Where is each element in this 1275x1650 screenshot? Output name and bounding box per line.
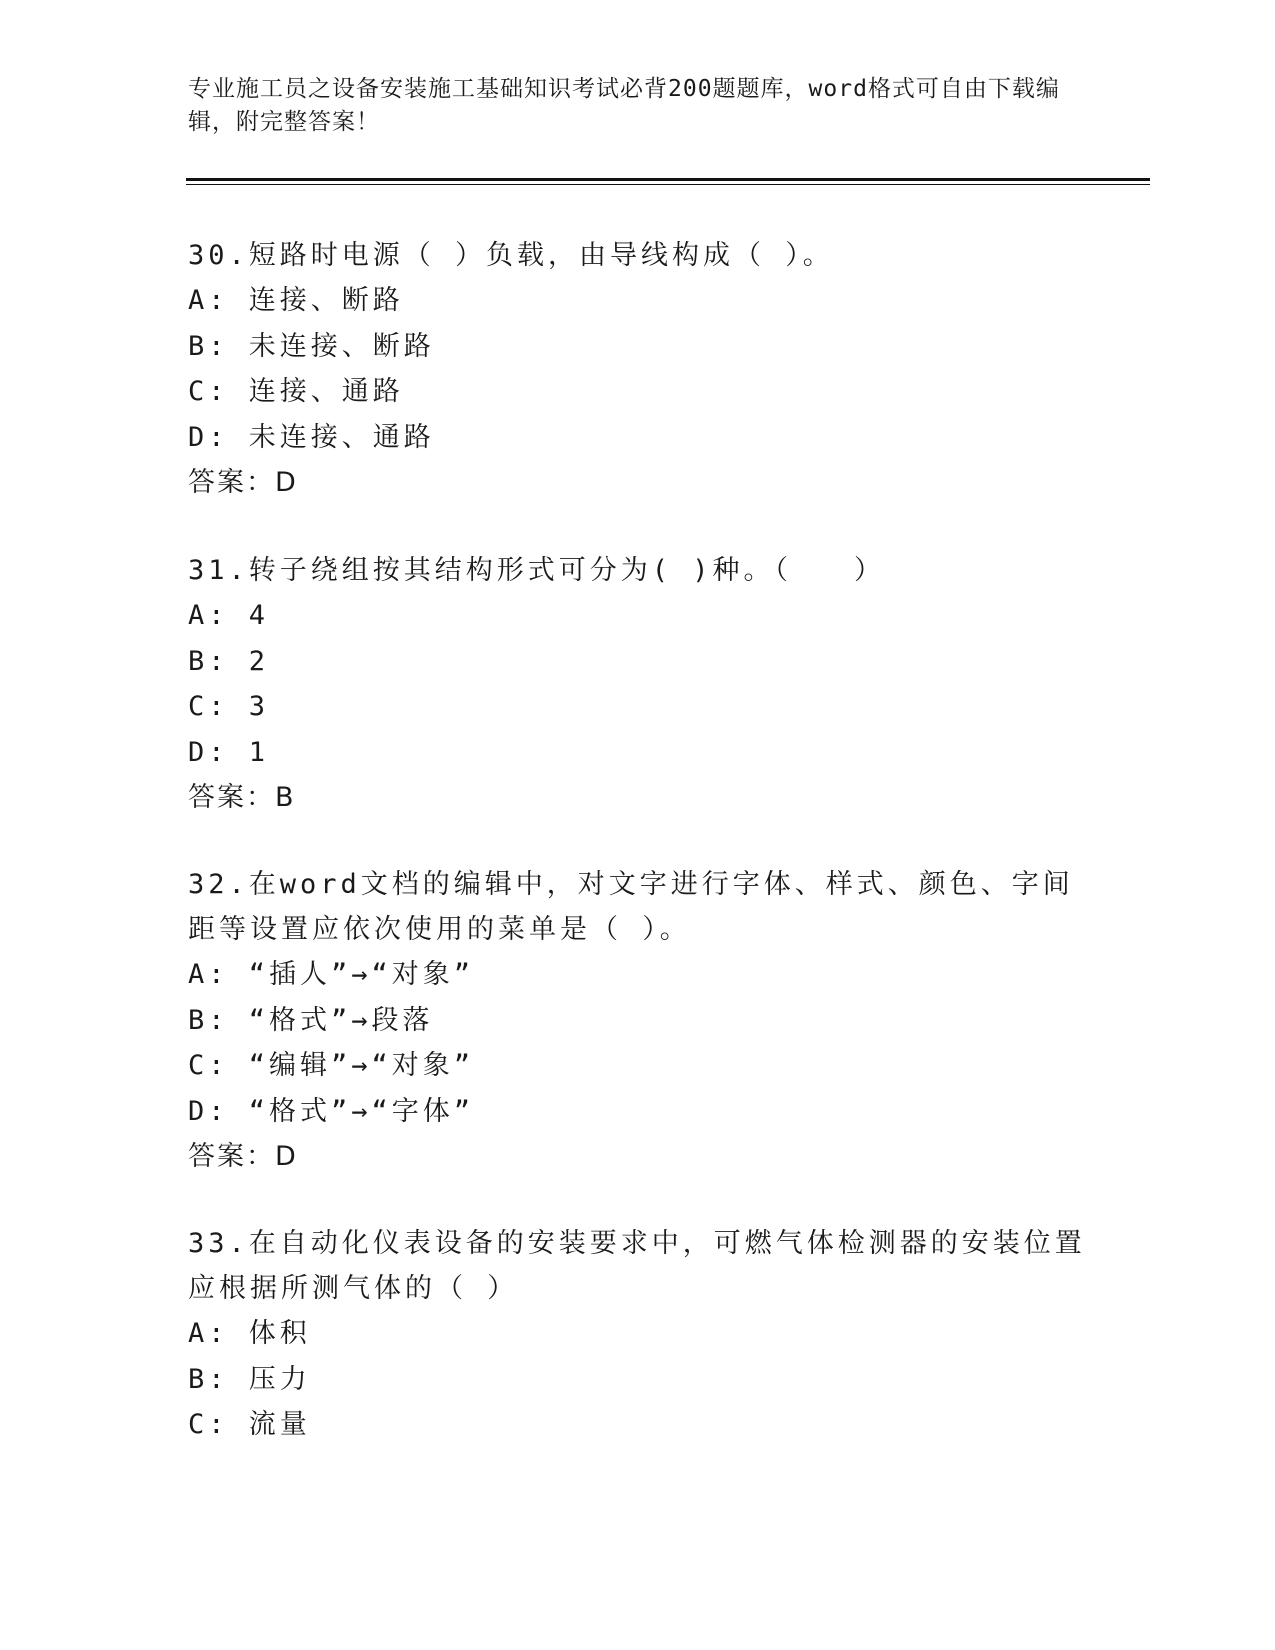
option-b: B: 未连接、断路 [188,330,435,362]
document-header: 专业施工员之设备安装施工基础知识考试必背200题题库，word格式可自由下载编辑，附完整答案！ [188,76,1060,135]
question-stem: 31.转子绕组按其结构形式可分为( )种。（ ） [188,555,886,586]
question-stem: 33.在自动化仪表设备的安装要求中，可燃气体检测器的安装位置应根据所测气体的（ ） [188,1228,1086,1304]
option-a: A: 4 [188,600,270,631]
option-a: A: 体积 [188,1318,311,1349]
option-b: B: 2 [188,645,270,677]
option-b: B: 压力 [188,1363,311,1395]
option-a: A: 连接、断路 [188,285,404,316]
option-c: C: 连接、通路 [188,376,404,407]
answer-label: 答案：D [188,1141,298,1172]
option-c: C: 3 [188,691,270,722]
header-divider-thin [186,184,1150,185]
question-30 [188,233,1088,505]
option-d: D: 未连接、通路 [188,421,435,453]
option-a: A: “插人”→“对象” [188,959,475,990]
answer-label: 答案：D [188,467,298,498]
question-stem: 30.短路时电源（ ）负载，由导线构成（ ）。 [188,240,834,271]
question-31 [188,548,1088,820]
option-c: C: “编辑”→“对象” [188,1050,475,1081]
question-33 [188,1221,1088,1448]
option-b: B: “格式”→段落 [188,1004,434,1036]
question-32 [188,862,1088,1179]
option-c: C: 流量 [188,1409,311,1440]
answer-label: 答案：B [188,782,296,813]
question-stem: 32.在word文档的编辑中，对文字进行字体、样式、颜色、字间距等设置应依次使用的菜单是（ ）。 [188,869,1074,945]
option-d: D: 1 [188,736,270,768]
header-divider [186,178,1150,181]
option-d: D: “格式”→“字体” [188,1095,475,1127]
